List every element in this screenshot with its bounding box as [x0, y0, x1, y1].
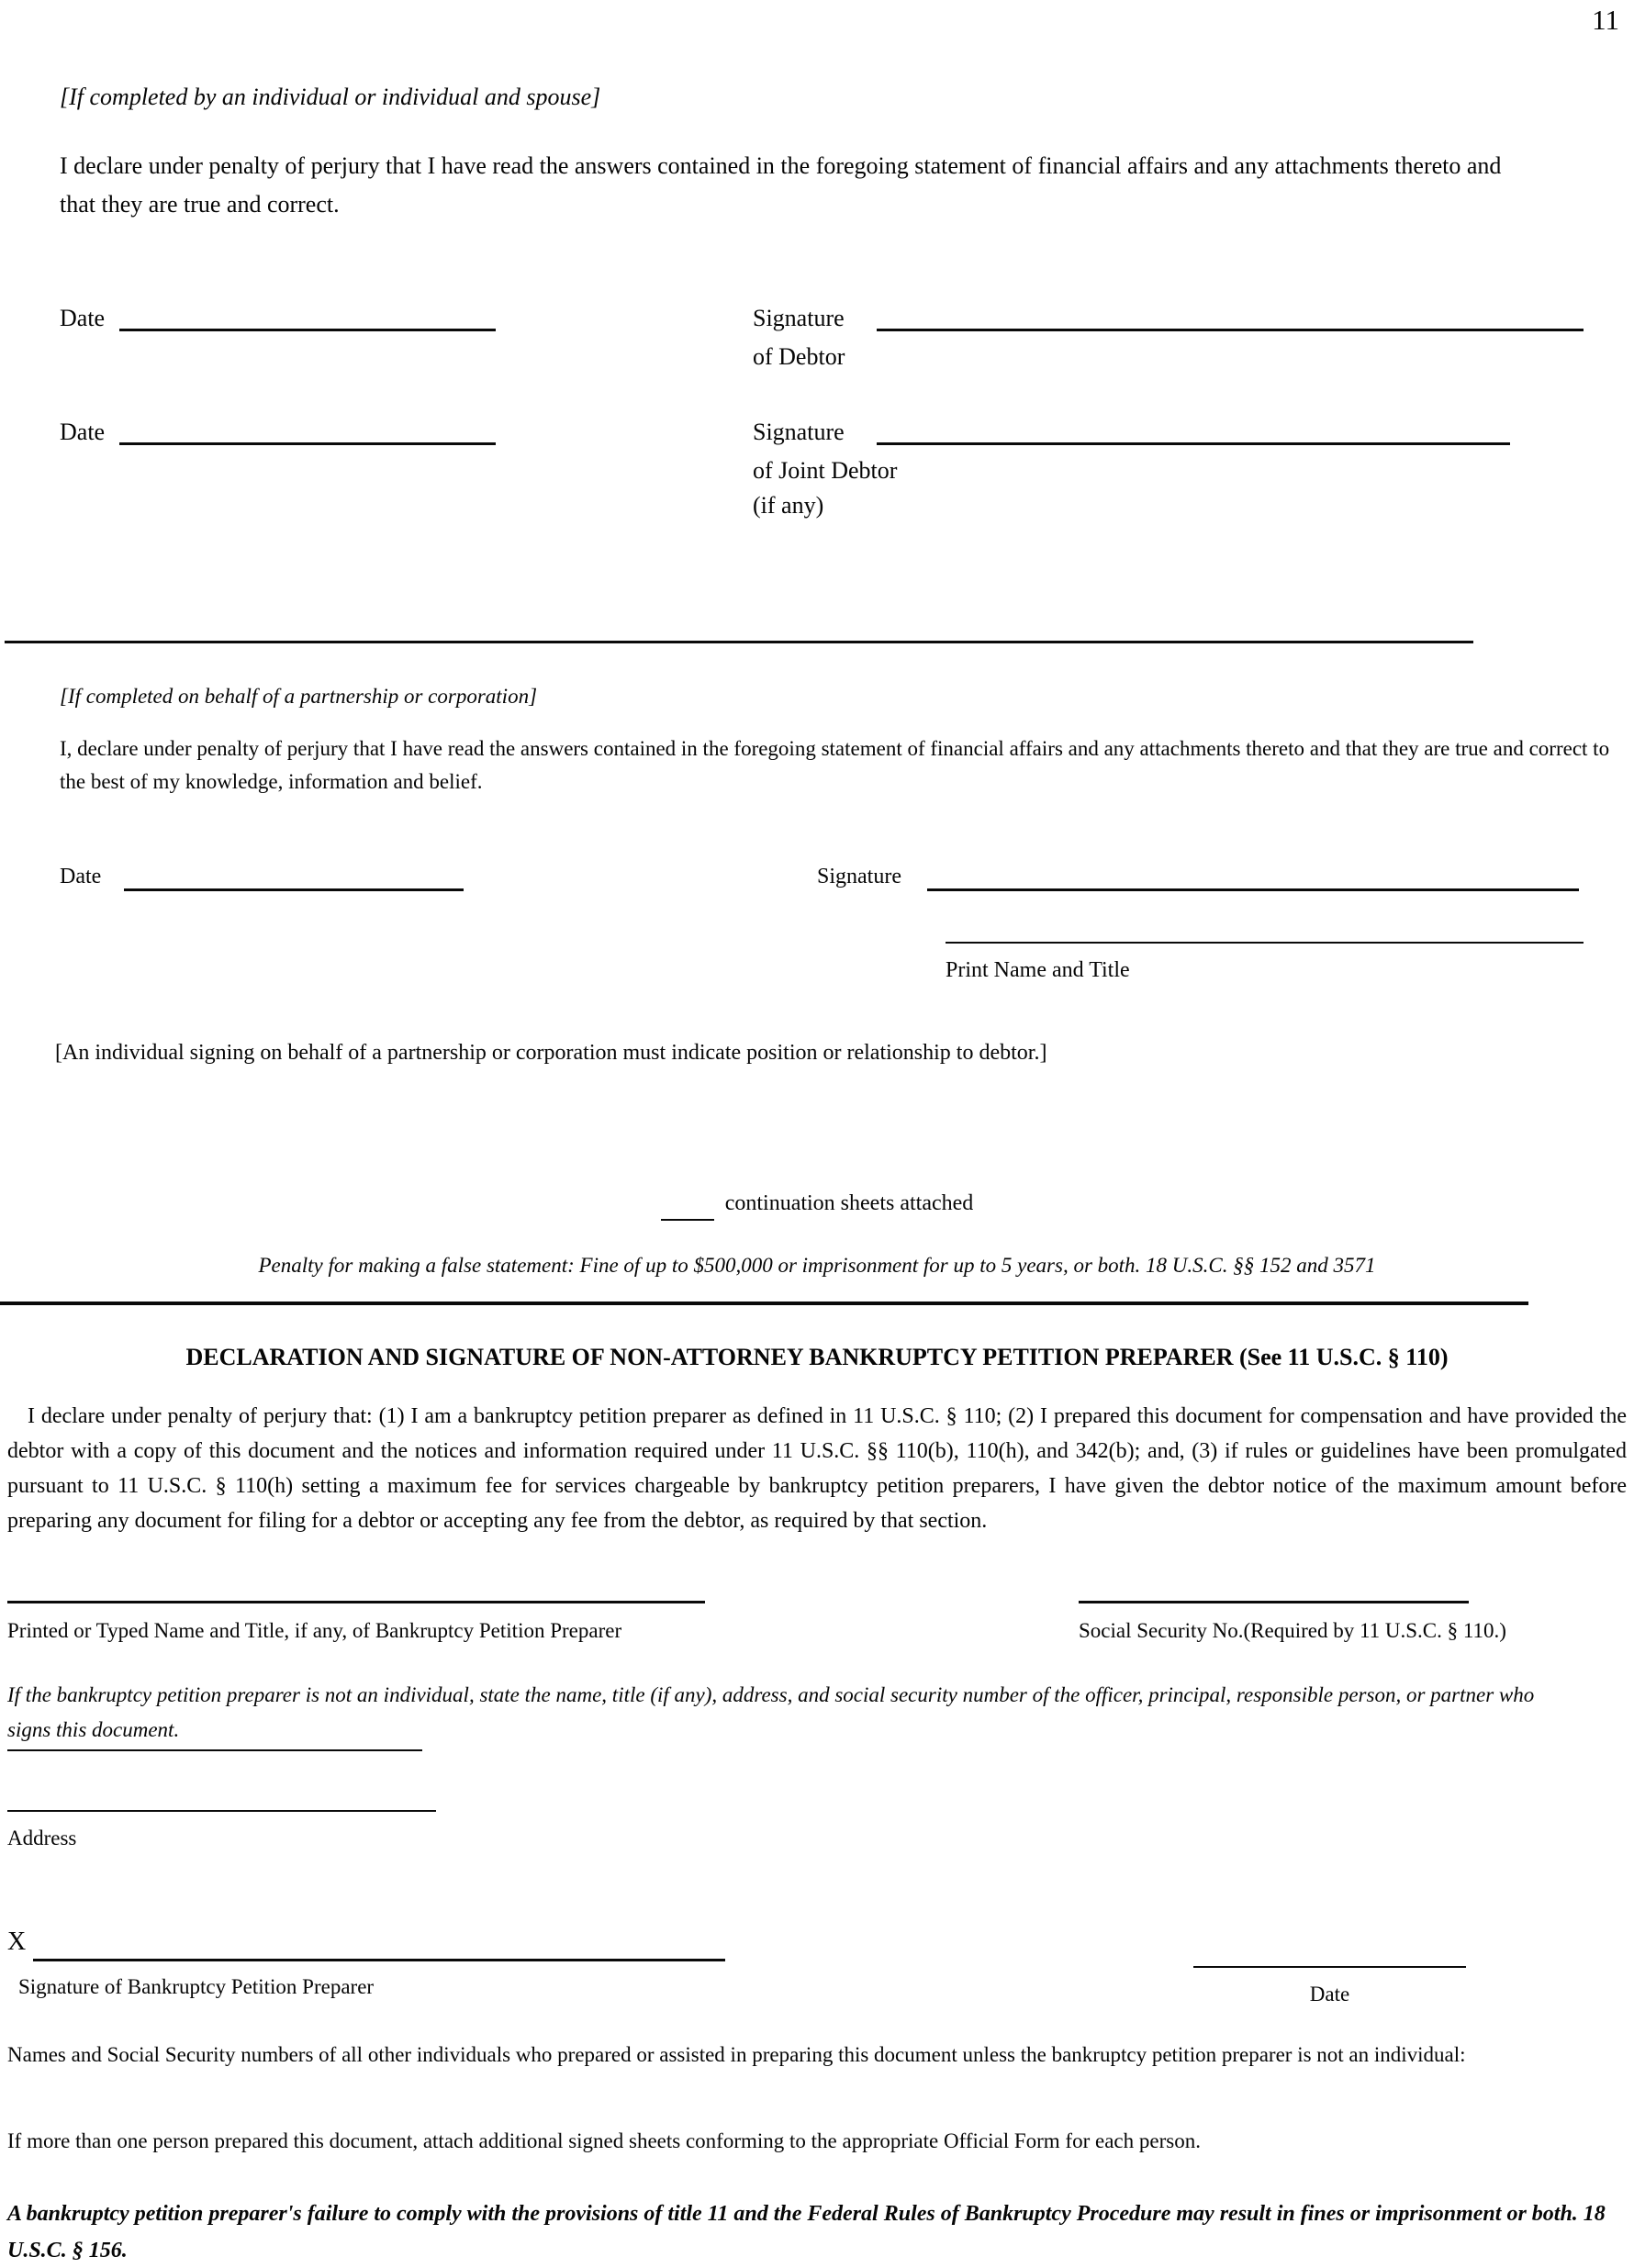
preparer-section-heading: DECLARATION AND SIGNATURE OF NON-ATTORNEY BANKRUPTCY PETITION PREPARER (See 11 U.S.C. § 110): [185, 1344, 1449, 1370]
signature-x-mark: X: [7, 1927, 27, 1956]
individual-declaration-text: I declare under penalty of perjury that I have read the answers contained in the foregoing statement of financial affairs and any attachments thereto and that they are true and correct.: [60, 152, 1502, 218]
address-label: Address: [7, 1827, 77, 1849]
preparer-date-field[interactable]: [1193, 1966, 1466, 1968]
corporate-date-field[interactable]: [124, 888, 464, 891]
preparer-name-entry-field[interactable]: [7, 1749, 422, 1751]
corporate-signature-field[interactable]: [927, 888, 1579, 891]
joint-debtor-signature-field[interactable]: [877, 442, 1510, 445]
preparer-signature-field[interactable]: [33, 1959, 725, 1961]
preparer-ssn-field[interactable]: [1079, 1601, 1469, 1603]
joint-debtor-if-any-label: (if any): [753, 492, 824, 519]
individual-section-instruction: [If completed by an individual or individual and spouse]: [60, 84, 601, 110]
penalty-statement: Penalty for making a false statement: Fine of up to $500,000 or imprisonment for up to 5 years, or both. 18 U.S.C. §§ 152 and 3571: [258, 1254, 1376, 1277]
corporate-position-note: [An individual signing on behalf of a partnership or corporation must indicate position or relationship to debtor.]: [55, 1041, 1047, 1065]
preparer-date-label: Date: [1309, 1983, 1350, 2005]
debtor-signature-field[interactable]: [877, 329, 1584, 331]
additional-sheets-note: If more than one person prepared this document, attach additional signed sheets conforming to the appropriate Official Form for each person.: [7, 2129, 1201, 2152]
section-divider-thick: [0, 1302, 1528, 1305]
preparer-not-individual-note: If the bankruptcy petition preparer is not an individual, state the name, title (if any), address, and social security number of the officer, principal, responsible person, or partner who signs this document.: [7, 1683, 1535, 1741]
debtor-signature-label: Signature: [753, 305, 845, 331]
print-name-label: Print Name and Title: [946, 958, 1130, 982]
preparer-address-field[interactable]: [7, 1810, 436, 1812]
corporate-declaration-text: I, declare under penalty of perjury that I have read the answers contained in the foregoing statement of financial affairs and any attachments thereto and that they are true and correct to the best of my knowledge, information and belief.: [60, 737, 1610, 793]
corporate-signature-label: Signature: [817, 865, 901, 888]
corporate-date-label: Date: [60, 865, 102, 888]
page-number: 11: [1592, 4, 1619, 36]
preparer-penalty-warning: A bankruptcy petition preparer's failure to comply with the provisions of title 11 and the Federal Rules of Bankruptcy Procedure may result in fines or imprisonment or both. 18 U.S.C. § 156.: [7, 2202, 1606, 2262]
corporate-section-instruction: [If completed on behalf of a partnership or corporation]: [60, 685, 538, 708]
preparer-declaration-text: I declare under penalty of perjury that: (1) I am a bankruptcy petition preparer as defined in 11 U.S.C. § 110; (2) I prepared this document for compensation and have provided the debtor with a copy of this document and the notices and information required under 11 U.S.C. §§ 110(b), 110(h), and 342(b); and, (3) if rules or guidelines have been promulgated pursuant to 11 U.S.C. § 110(h) setting a maximum fee for services chargeable by bankruptcy petition preparers, I have given the debtor notice of the maximum amount before preparing any document for filing for a debtor or accepting any fee from the debtor, as required by that section.: [7, 1404, 1627, 1533]
preparer-printed-name-label: Printed or Typed Name and Title, if any, of Bankruptcy Petition Preparer: [7, 1619, 622, 1642]
joint-debtor-date-label: Date: [60, 419, 106, 445]
debtor-signature-sublabel: of Debtor: [753, 343, 845, 370]
debtor-date-field[interactable]: [119, 329, 496, 331]
continuation-sheets-label: continuation sheets attached: [724, 1191, 974, 1215]
continuation-sheets-row: [0, 1186, 1634, 1221]
joint-debtor-signature-label: Signature: [753, 419, 845, 445]
preparer-signature-label: Signature of Bankruptcy Petition Preparer: [18, 1975, 375, 1998]
joint-debtor-signature-sublabel: of Joint Debtor: [753, 457, 898, 484]
preparer-printed-name-field[interactable]: [7, 1601, 705, 1603]
print-name-field[interactable]: [946, 942, 1584, 944]
preparer-ssn-label: Social Security No.(Required by 11 U.S.C. § 110.): [1079, 1619, 1506, 1642]
other-preparers-note: Names and Social Security numbers of all other individuals who prepared or assisted in preparing this document unless the bankruptcy petition preparer is not an individual:: [7, 2043, 1466, 2066]
joint-debtor-date-field[interactable]: [119, 442, 496, 445]
debtor-date-label: Date: [60, 305, 106, 331]
section-divider: [5, 641, 1473, 643]
continuation-count-field[interactable]: [661, 1191, 714, 1221]
